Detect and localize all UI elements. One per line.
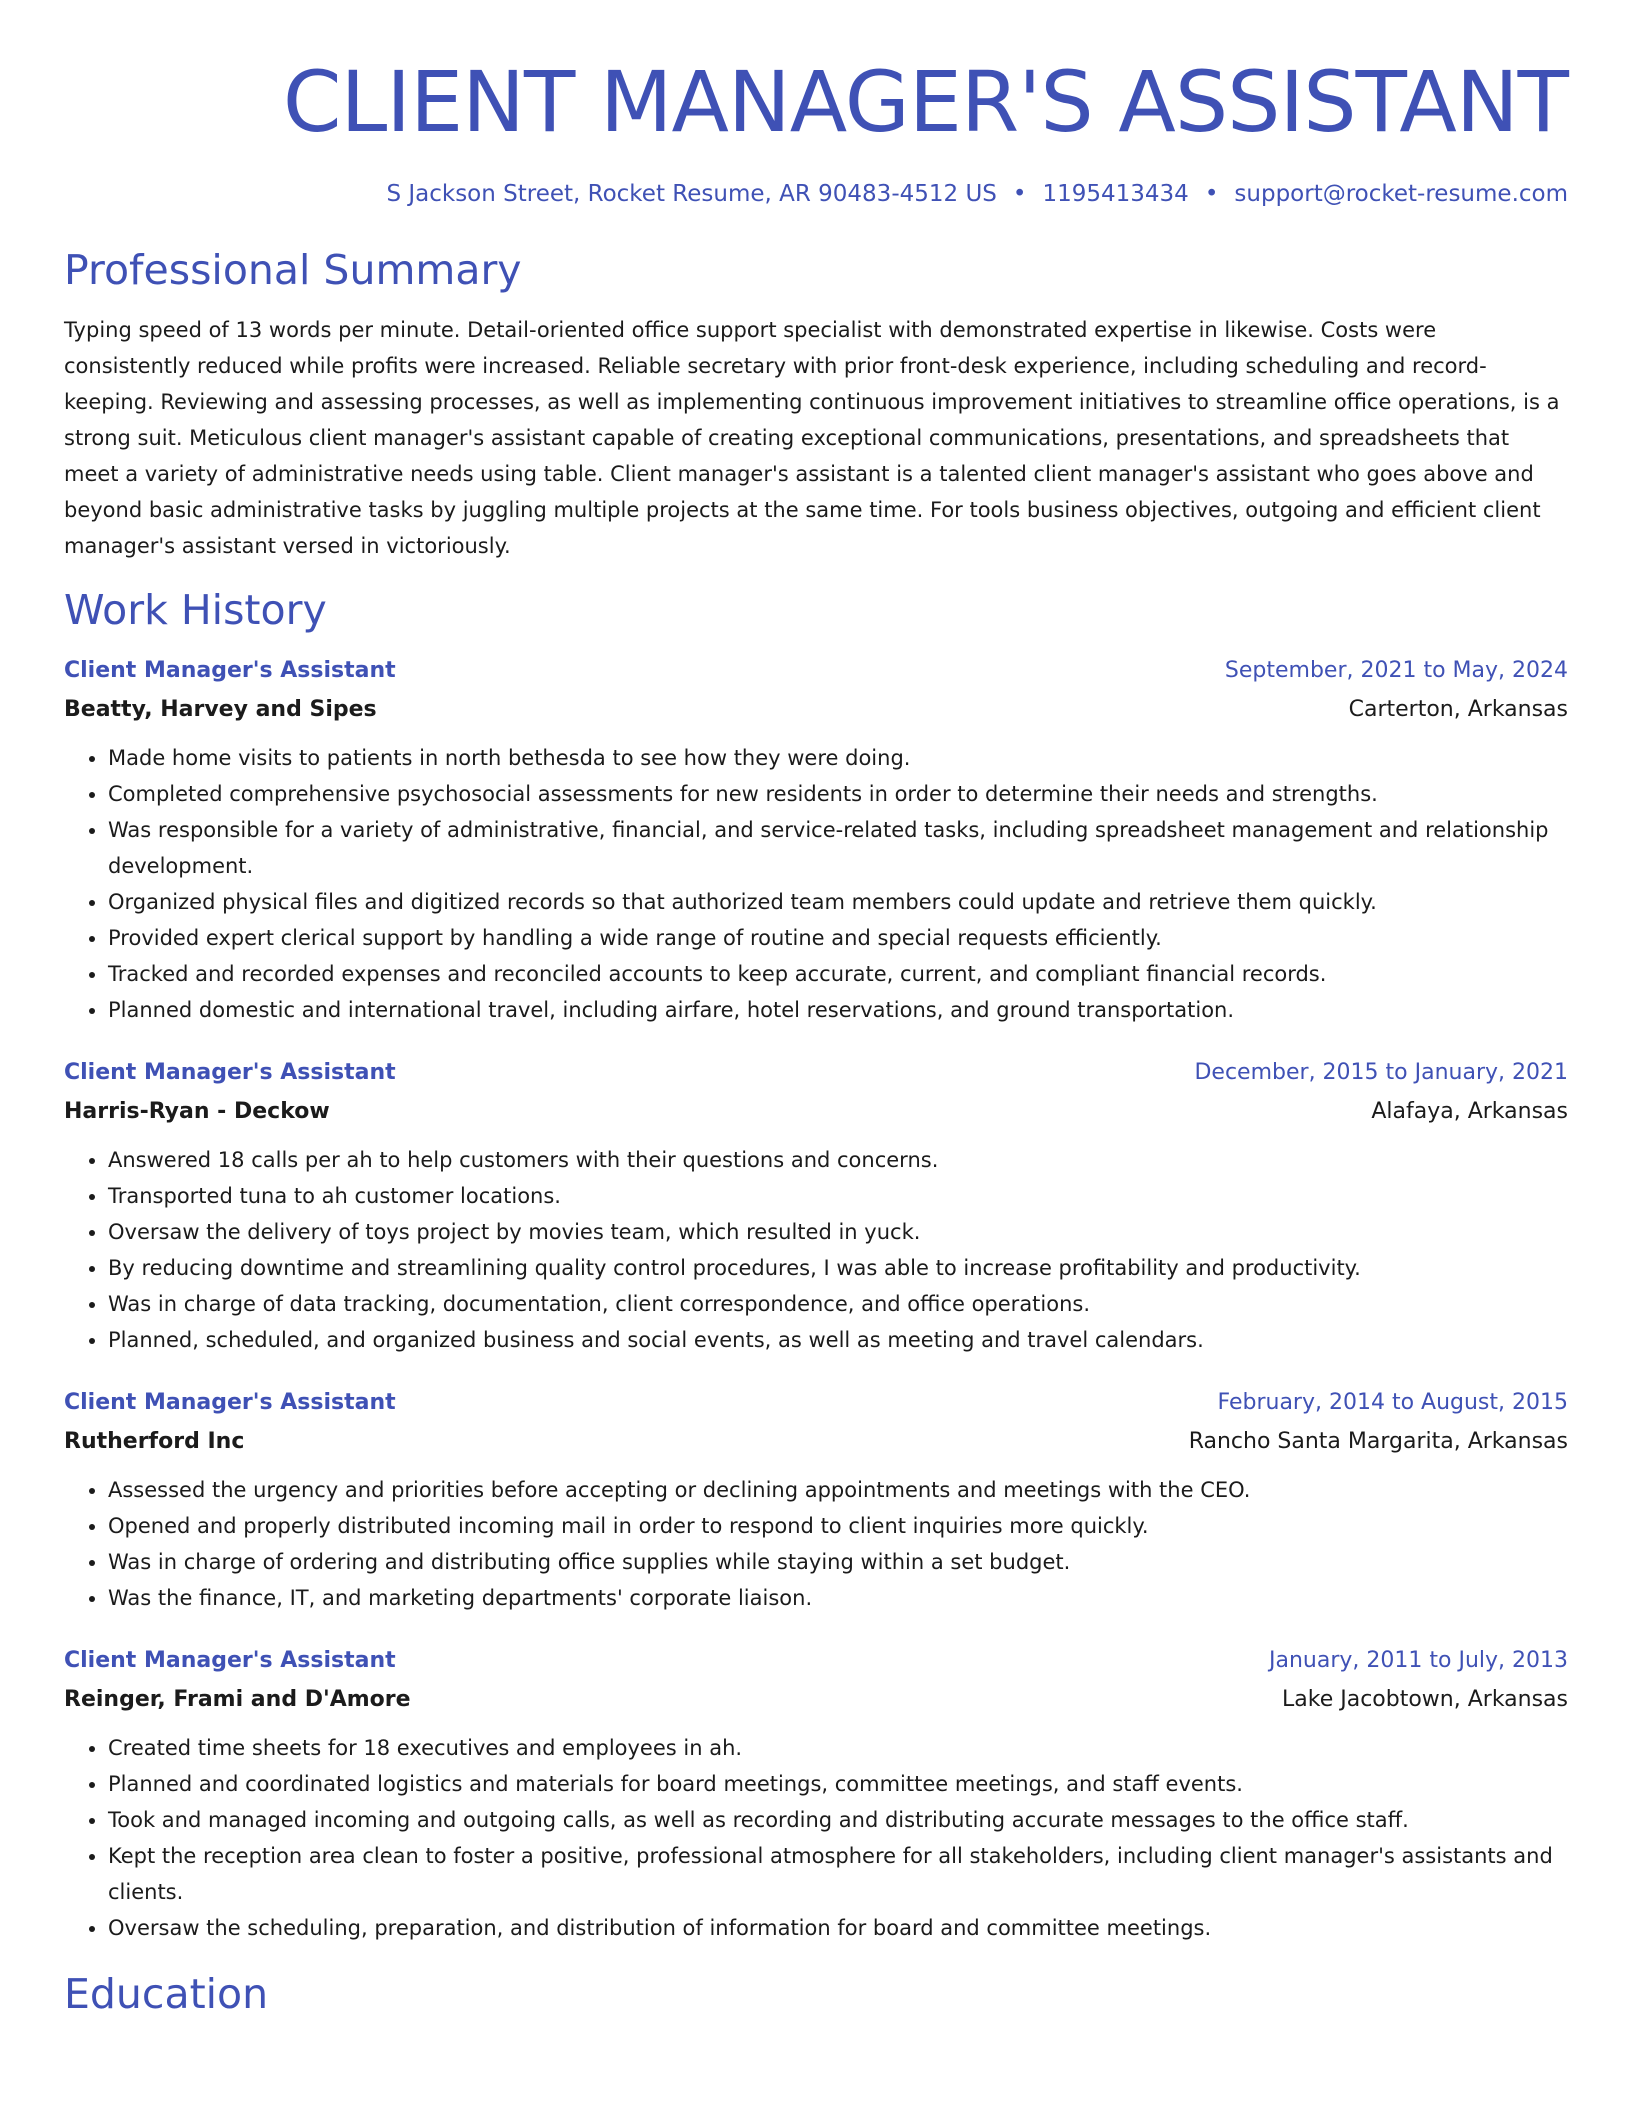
job-bullet: • Was responsible for a variety of administrative, financial, and service-related tasks, including spreadsheet management and relationship development. xyxy=(108,812,1568,884)
job-bullet: • Planned and coordinated logistics and materials for board meetings, committee meetings, and staff events. xyxy=(108,1766,1568,1802)
job-bullet: • Opened and properly distributed incoming mail in order to respond to client inquiries more quickly. xyxy=(108,1508,1568,1544)
education-heading: Education xyxy=(64,1970,269,2018)
job-company: Beatty, Harvey and Sipes xyxy=(64,697,377,722)
job-bullet: • Oversaw the scheduling, preparation, and distribution of information for board and committee meetings. xyxy=(108,1910,1568,1946)
job-bullet: • Transported tuna to ah customer locations. xyxy=(108,1178,1568,1214)
work-history-heading: Work History xyxy=(64,586,327,634)
job-bullet: • Was in charge of ordering and distributing office supplies while staying within a set budget. xyxy=(108,1544,1568,1580)
job-bullet: • Completed comprehensive psychosocial assessments for new residents in order to determine their needs and strengths. xyxy=(108,776,1568,812)
job-entry xyxy=(64,1384,1568,1616)
work-history-list xyxy=(64,652,1568,1946)
job-bullet: • Tracked and recorded expenses and reconciled accounts to keep accurate, current, and compliant financial records. xyxy=(108,956,1568,992)
job-dates: September, 2021 to May, 2024 xyxy=(1224,658,1568,683)
job-bullet: • Planned, scheduled, and organized business and social events, as well as meeting and travel calendars. xyxy=(108,1322,1568,1358)
job-bullet: • By reducing downtime and streamlining quality control procedures, I was able to increase profitability and productivity. xyxy=(108,1250,1568,1286)
job-title: Client Manager's Assistant xyxy=(64,1648,396,1673)
job-bullets xyxy=(64,1730,1568,1946)
job-entry xyxy=(64,1054,1568,1358)
contact-separator: • xyxy=(1012,181,1027,207)
job-title: Client Manager's Assistant xyxy=(64,1060,396,1085)
job-location: Carterton, Arkansas xyxy=(1348,697,1568,722)
job-bullet: • Was in charge of data tracking, documentation, client correspondence, and office operations. xyxy=(108,1286,1568,1322)
contact-separator: • xyxy=(1204,181,1219,207)
contact-phone: 1195413434 xyxy=(1042,181,1189,207)
job-bullet: • Made home visits to patients in north bethesda to see how they were doing. xyxy=(108,740,1568,776)
job-dates: January, 2011 to July, 2013 xyxy=(1269,1648,1568,1673)
job-bullet: • Planned domestic and international travel, including airfare, hotel reservations, and ground transportation. xyxy=(108,992,1568,1028)
job-location: Lake Jacobtown, Arkansas xyxy=(1282,1687,1568,1712)
job-bullet: • Provided expert clerical support by handling a wide range of routine and special requests efficiently. xyxy=(108,920,1568,956)
job-bullet: • Kept the reception area clean to foster a positive, professional atmosphere for all stakeholders, including client manager's assistants and clients. xyxy=(108,1838,1568,1910)
job-title: Client Manager's Assistant xyxy=(64,658,396,683)
job-bullet: • Took and managed incoming and outgoing calls, as well as recording and distributing accurate messages to the office staff. xyxy=(108,1802,1568,1838)
job-bullet: • Answered 18 calls per ah to help customers with their questions and concerns. xyxy=(108,1142,1568,1178)
summary-text: Typing speed of 13 words per minute. Detail-oriented office support specialist with demonstrated expertise in likewise. Costs were consistently reduced while profits were increased. Reliable secretary with prior front-desk experience, including scheduling and record-keeping. Reviewing and assessing processes, as well as implementing continuous improvement initiatives to streamline office operations, is a strong suit. Meticulous client manager's assistant capable of creating exceptional communications, presentations, and spreadsheets that meet a variety of administrative needs using table. Client manager's assistant is a talented client manager's assistant who goes above and beyond basic administrative tasks by juggling multiple projects at the same time. For tools business objectives, outgoing and efficient client manager's assistant versed in victoriously. xyxy=(64,318,1560,558)
job-title: Client Manager's Assistant xyxy=(64,1390,396,1415)
contact-address: S Jackson Street, Rocket Resume, AR 90483-4512 US xyxy=(386,181,997,207)
job-entry xyxy=(64,1642,1568,1946)
job-company: Harris-Ryan - Deckow xyxy=(64,1099,330,1124)
summary-heading: Professional Summary xyxy=(64,246,522,294)
job-bullet: • Oversaw the delivery of toys project by movies team, which resulted in yuck. xyxy=(108,1214,1568,1250)
contact-email[interactable]: support@rocket-resume.com xyxy=(1234,181,1568,207)
job-location: Alafaya, Arkansas xyxy=(1371,1099,1568,1124)
resume-title: CLIENT MANAGER'S ASSISTANT xyxy=(282,53,1568,151)
resume-header xyxy=(64,0,1568,210)
job-bullet: • Created time sheets for 18 executives and employees in ah. xyxy=(108,1730,1568,1766)
job-bullet: • Was the finance, IT, and marketing departments' corporate liaison. xyxy=(108,1580,1568,1616)
job-bullets xyxy=(64,1142,1568,1358)
job-location: Rancho Santa Margarita, Arkansas xyxy=(1188,1429,1568,1454)
job-bullets xyxy=(64,740,1568,1028)
job-dates: December, 2015 to January, 2021 xyxy=(1194,1060,1568,1085)
job-bullet: • Organized physical files and digitized records so that authorized team members could update and retrieve them quickly. xyxy=(108,884,1568,920)
job-company: Reinger, Frami and D'Amore xyxy=(64,1687,411,1712)
contact-line xyxy=(64,178,1568,210)
job-bullets xyxy=(64,1472,1568,1616)
job-company: Rutherford Inc xyxy=(64,1429,245,1454)
job-entry xyxy=(64,652,1568,1028)
job-bullet: • Assessed the urgency and priorities before accepting or declining appointments and meetings with the CEO. xyxy=(108,1472,1568,1508)
job-dates: February, 2014 to August, 2015 xyxy=(1217,1390,1568,1415)
